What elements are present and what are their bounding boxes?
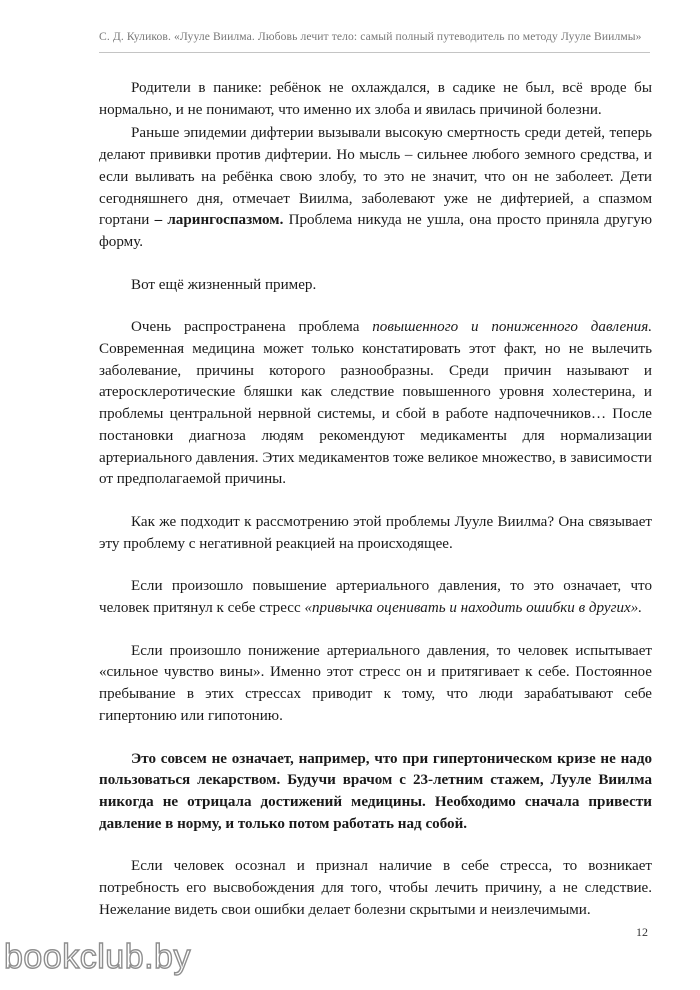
paragraph: Родители в панике: ребёнок не охлаждался, в садике не был, всё вроде бы нормально, и не понимают, что именно их злоба и явилась причиной болезни. xyxy=(99,80,652,118)
bold-term: – ларингоспазмом. xyxy=(154,212,284,229)
italic-quote: «привычка оценивать и находить ошибки в других». xyxy=(304,600,643,617)
paragraph: Вот ещё жизненный пример. xyxy=(131,276,317,293)
paragraph: Если произошло понижение артериального давления, то человек испытывает «сильное чувство вины». Именно этот стресс он и притягивает к себе. Постоянное пребывание в этих стрессах приводит к тому, что люди зарабатывают себе гипертонию или гипотонию. xyxy=(99,642,652,724)
page-number: 12 xyxy=(636,925,648,939)
paragraph-text: Проблема никуда не ушла, она просто приняла другую форму. xyxy=(99,212,652,250)
paragraph-text: Очень распространена проблема xyxy=(131,319,373,336)
watermark: bookclub.by xyxy=(4,938,191,976)
paragraph-text: Если произошло повышение артериального давления, то это означает, что человек притянул к себе стресс xyxy=(99,578,652,617)
paragraph xyxy=(99,576,652,619)
italic-term: повышенного и пониженного давления. xyxy=(372,319,652,336)
paragraph xyxy=(99,317,652,491)
running-header: С. Д. Куликов. «Лууле Виилма. Любовь лечит тело: самый полный путеводитель по методу Лууле Виилмы» xyxy=(99,30,650,53)
paragraph-text: Раньше эпидемии дифтерии вызывали высокую смертность среди детей, теперь делают прививки против дифтерии. Но мысль – сильнее любого земного средства, и если выливать на ребёнка свою злобу, то это не значит, что он не заболеет. Дети сегодняшнего дня, отмечает Виилма, заболевают уже не дифтерией, а спазмом гортани xyxy=(99,125,652,229)
paragraph: Как же подходит к рассмотрению этой проблемы Лууле Виилма? Она связывает эту проблему с негативной реакцией на происходящее. xyxy=(99,513,652,552)
page-body xyxy=(99,78,652,922)
bold-paragraph: Это совсем не означает, например, что при гипертоническом кризе не надо пользоваться лекарством. Будучи врачом с 23-летним стажем, Лууле Виилма никогда не отрицала достижений медицины. Необходимо сначала привести давление в норму, и только потом работать над собой. xyxy=(99,750,652,832)
paragraph: Если человек осознал и признал наличие в себе стресса, то возникает потребность его высвобождения для того, чтобы лечить причину, а не следствие. Нежелание видеть свои ошибки делает болезни скрытыми и неизлечимыми. xyxy=(99,858,652,918)
paragraph-text: Современная медицина может только констатировать этот факт, но не вылечить заболевание, причины которого разнообразны. Среди причин называют и атеросклеротические бляшки как следствие повышенного уровня холестерина, и проблемы центральной нервной системы, и сбой в работе надпочечников… После постановки диагноза людям рекомендуют медикаменты для нормализации артериального давления. Этих медикаментов тоже великое множество, в зависимости от предполагаемой причины. xyxy=(99,341,652,488)
paragraph xyxy=(99,123,652,253)
